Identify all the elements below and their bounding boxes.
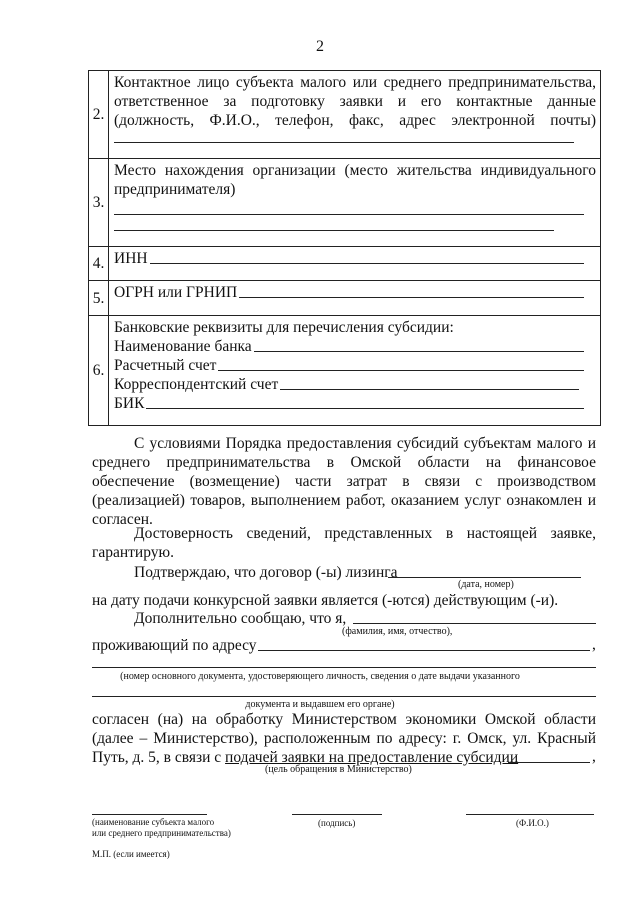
address-line [92, 636, 596, 655]
entity-name-field[interactable] [92, 814, 207, 815]
account-field[interactable] [218, 370, 584, 371]
location-field-1[interactable] [114, 214, 584, 215]
comma: , [592, 636, 596, 653]
ogrn-field[interactable] [239, 297, 584, 298]
table-row [89, 71, 601, 159]
address-label: проживающий по адресу [92, 637, 257, 654]
table-row [89, 159, 601, 247]
document-caption-1: (номер основного документа, удостоверяющего личность, сведения о дате выдачи указанного [120, 671, 520, 682]
corr-account-field[interactable] [280, 389, 579, 390]
bank-name-label: Наименование банка [114, 338, 252, 355]
document-caption-2: документа и выдавшем его органе) [245, 699, 395, 710]
contact-person-field[interactable] [114, 142, 574, 143]
table-row [89, 316, 601, 426]
leasing-status-line: на дату подачи конкурсной заявки является (-ются) действующим (-и). [92, 592, 559, 609]
leasing-field[interactable] [388, 577, 581, 578]
row-number: 2. [89, 71, 109, 159]
reliability-paragraph: Достоверность сведений, представленных в настоящей заявке, гарантирую. [92, 525, 596, 561]
application-form-table [88, 70, 601, 426]
row-number: 4. [89, 247, 109, 281]
location-field-2[interactable] [114, 230, 554, 231]
date-number-caption: (дата, номер) [458, 579, 514, 590]
stamp-caption: М.П. (если имеется) [92, 849, 170, 859]
inn-field[interactable] [150, 263, 584, 264]
consent-line-1: согласен (на) на обработку Министерством экономики Омской области [92, 711, 596, 728]
consent-purpose: подачей заявки на предоставление субсидии [225, 749, 519, 766]
row-number: 3. [89, 159, 109, 247]
ogrn-label: ОГРН или ГРНИП [114, 284, 238, 301]
comma: , [592, 748, 596, 765]
bik-label: БИК [114, 395, 145, 412]
consent-line-2: (далее – Министерство), расположенным по адресу: г. Омск, ул. Красный [92, 730, 596, 747]
row-number: 5. [89, 281, 109, 316]
document-field-2[interactable] [92, 696, 596, 697]
corr-account-label: Корреспондентский счет [114, 376, 279, 393]
signature-field[interactable] [292, 814, 382, 815]
entity-name-caption: (наименование субъекта малого или среднего предпринимательства) [92, 817, 231, 838]
fio-field[interactable] [353, 623, 596, 624]
address-field[interactable] [258, 650, 590, 651]
purpose-caption: (цель обращения в Министерство) [265, 764, 412, 775]
contact-person-label: Контактное лицо субъекта малого или среднего предпринимательства, ответственное за подготовку заявки и его контактные данные (должность, Ф.И.О., телефон, факс, адрес электронной почты) [114, 74, 596, 129]
fio-signature-caption: (Ф.И.О.) [516, 818, 549, 828]
bank-name-field[interactable] [254, 351, 584, 352]
table-row [89, 281, 601, 316]
page-number: 2 [316, 38, 324, 55]
row-number: 6. [89, 316, 109, 426]
document-field-1[interactable] [92, 667, 596, 668]
fio-caption: (фамилия, имя, отчество), [342, 626, 453, 637]
signature-caption: (подпись) [318, 818, 356, 828]
bank-details-title: Банковские реквизиты для перечисления субсидии: [114, 319, 454, 336]
conditions-paragraph: С условиями Порядка предоставления субсидий субъектам малого и среднего предпринимательства в Омской области на финансовое обеспечение (возмещение) части затрат в связи с производством (реализацией) товаров, выполнением работ, оказанием услуг ознакомлен и согласен. [92, 435, 596, 528]
leasing-text: Подтверждаю, что договор (-ы) лизинга [134, 564, 398, 581]
location-label: Место нахождения организации (место жительства индивидуального предпринимателя) [114, 162, 596, 198]
account-label: Расчетный счет [114, 357, 217, 374]
table-row [89, 247, 601, 281]
purpose-field[interactable] [508, 762, 590, 763]
inn-label: ИНН [114, 250, 148, 267]
leasing-paragraph [92, 563, 596, 582]
additional-info-text: Дополнительно сообщаю, что я, [134, 610, 347, 627]
fio-signature-field[interactable] [466, 814, 594, 815]
consent-prefix: Путь, д. 5, в связи с [92, 749, 226, 766]
bik-field[interactable] [146, 408, 584, 409]
